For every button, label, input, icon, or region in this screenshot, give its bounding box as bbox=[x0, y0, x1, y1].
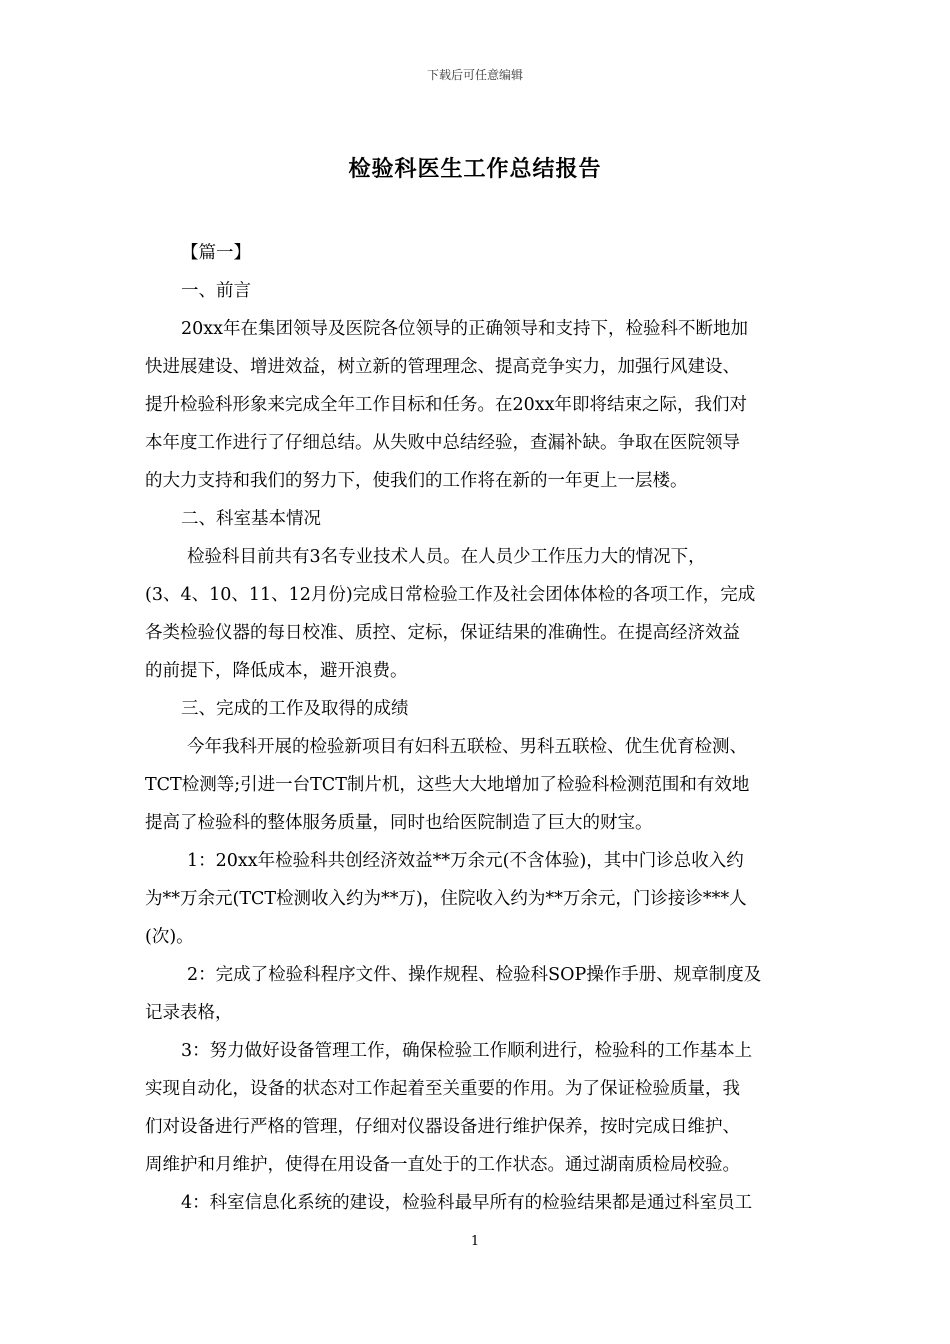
document-title: 检验科医生工作总结报告 bbox=[348, 156, 602, 182]
text-line: 为**万余元(TCT检测收入约为**万)，住院收入约为**万余元，门诊接诊***人 bbox=[145, 889, 747, 909]
page-number: 1 bbox=[470, 1234, 480, 1249]
text-line: 本年度工作进行了仔细总结。从失败中总结经验，查漏补缺。争取在医院领导 bbox=[145, 433, 740, 453]
text-line: TCT检测等;引进一台TCT制片机，这些大大地增加了检验科检测范围和有效地 bbox=[145, 775, 750, 795]
text-line: 提高了检验科的整体服务质量，同时也给医院制造了巨大的财宝。 bbox=[145, 813, 653, 833]
text-line: 实现自动化，设备的状态对工作起着至关重要的作用。为了保证检验质量，我 bbox=[145, 1079, 740, 1099]
text-line: 各类检验仪器的每日校准、质控、定标，保证结果的准确性。在提高经济效益 bbox=[145, 623, 740, 643]
text-line: 4：科室信息化系统的建设，检验科最早所有的检验结果都是通过科室员工 bbox=[181, 1193, 753, 1213]
text-line: 检验科目前共有3名专业技术人员。在人员少工作压力大的情况下， bbox=[187, 547, 706, 567]
text-line: 【篇一】 bbox=[181, 243, 251, 263]
text-line: 3：努力做好设备管理工作，确保检验工作顺利进行，检验科的工作基本上 bbox=[181, 1041, 753, 1061]
text-line: 的前提下，降低成本，避开浪费。 bbox=[145, 661, 408, 681]
text-line: 的大力支持和我们的努力下，使我们的工作将在新的一年更上一层楼。 bbox=[145, 471, 688, 491]
text-line: 们对设备进行严格的管理，仔细对仪器设备进行维护保养，按时完成日维护、 bbox=[145, 1117, 740, 1137]
text-line: 快进展建设、增进效益，树立新的管理理念、提高竞争实力，加强行风建设、 bbox=[145, 357, 740, 377]
text-line: 一、前言 bbox=[181, 281, 251, 301]
text-line: 2：完成了检验科程序文件、操作规程、检验科SOP操作手册、规章制度及 bbox=[187, 965, 762, 985]
text-line: 二、科室基本情况 bbox=[181, 509, 321, 529]
text-line: 20xx年在集团领导及医院各位领导的正确领导和支持下，检验科不断地加 bbox=[181, 319, 749, 339]
text-line: 三、完成的工作及取得的成绩 bbox=[181, 699, 409, 719]
text-line: 提升检验科形象来完成全年工作目标和任务。在20xx年即将结束之际，我们对 bbox=[145, 395, 748, 415]
text-line: 今年我科开展的检验新项目有妇科五联检、男科五联检、优生优育检测、 bbox=[187, 737, 747, 757]
text-line: 1：20xx年检验科共创经济效益**万余元(不含体验)，其中门诊总收入约 bbox=[187, 851, 744, 871]
text-line: 记录表格， bbox=[145, 1003, 233, 1023]
text-line: (3、4、10、11、12月份)完成日常检验工作及社会团体体检的各项工作，完成 bbox=[145, 585, 756, 605]
header-note: 下载后可任意编辑 bbox=[426, 68, 523, 82]
document-body bbox=[145, 234, 810, 1222]
text-line: (次)。 bbox=[145, 927, 194, 947]
text-line: 周维护和月维护，使得在用设备一直处于的工作状态。通过湖南质检局校验。 bbox=[145, 1155, 740, 1175]
